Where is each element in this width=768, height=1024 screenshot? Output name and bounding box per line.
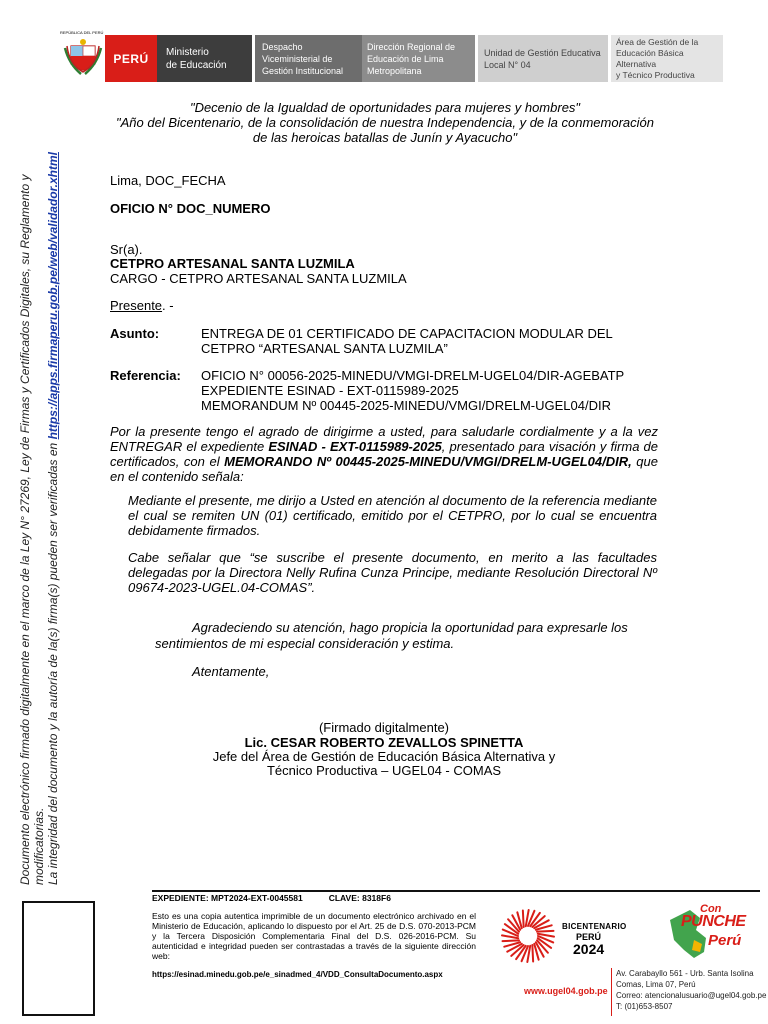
address-line-3: Correo: atencionalusuario@ugel04.gob.pe xyxy=(616,991,767,1000)
direccion-line-2: Educación de Lima xyxy=(367,53,444,64)
qr-corner-tl xyxy=(22,901,34,913)
recipient-name: CETPRO ARTESANAL SANTA LUZMILA xyxy=(110,256,355,271)
direccion-block xyxy=(362,35,475,82)
asunto-label: Asunto: xyxy=(110,326,160,341)
footer-divider xyxy=(152,890,760,892)
presente xyxy=(110,298,174,313)
ugel-line-1: Unidad de Gestión Educativa xyxy=(484,47,601,58)
address-separator xyxy=(611,968,612,1016)
sidebar-line-1: Documento electrónico firmado digitalmente en el marco de la Ley N° 27269, Ley de Firmas y Certificados Digitales, su Reglamento y xyxy=(18,174,32,885)
address-line-1: Av. Carabayllo 561 - Urb. Santa Isolina xyxy=(616,969,754,978)
ugel-line-2: Local N° 04 xyxy=(484,59,531,70)
clave: CLAVE: 8318F6 xyxy=(328,893,391,903)
quote-paragraph-2: Cabe señalar que “se suscribe el presente documento, en merito a las facultades delegadas por la Directora Nelly Rufina Cunza Principe, mediante Resolución Directoral Nº 09674-2023-UGEL.04-COMAS”. xyxy=(128,550,657,595)
ministerio-line-1: Ministerio xyxy=(166,46,209,58)
expediente-number: EXPEDIENTE: MPT2024-EXT-0045581 xyxy=(152,893,303,903)
p1-text-e: que en el contenido señala: xyxy=(110,454,658,484)
bicentenario-logo-icon xyxy=(498,906,628,966)
sun-ray xyxy=(503,940,519,941)
decade-heading xyxy=(100,100,670,145)
bicentenario-peru: PERÚ xyxy=(576,932,602,942)
expediente-line xyxy=(152,893,391,903)
qr-corner-br xyxy=(83,1004,95,1016)
decade-line-2: "Año del Bicentenario, de la consolidación de nuestra Independencia, y de la conmemoración xyxy=(116,115,654,130)
presente-suffix: . - xyxy=(162,298,174,313)
despacho-block xyxy=(255,35,363,82)
authenticity-text: Esto es una copia autentica imprimible de un documento electrónico archivado en el Ministerio de Educación, aplicando lo dispuesto por el Art. 25 de D.S. 070-2013-PCM y la Tercera Disposición Complementaria Final del D.S. 026-2016-PCM. Su autenticidad e integridad pueden ser contrastadas a través de la siguiente dirección web: xyxy=(152,911,476,961)
crest-caption: REPÚBLICA DEL PERÚ xyxy=(60,30,104,35)
address-block xyxy=(616,968,766,1012)
closing: Atentamente, xyxy=(192,664,270,679)
p1-text-a: Por la presente tengo el agrado de dirigirme a usted, para saludarle cordialmente y a la vez ENTREGAR el expediente xyxy=(110,424,658,454)
p1-memorando: MEMORANDO Nº 00445-2025-MINEDU/VMGI/DRELM-UGEL04/DIR, xyxy=(224,454,632,469)
coat-of-arms-icon xyxy=(63,34,103,82)
signer-name: Lic. CESAR ROBERTO ZEVALLOS SPINETTA xyxy=(244,735,524,750)
peru-brand xyxy=(105,35,157,82)
sun-ray xyxy=(532,945,533,961)
ugel-block xyxy=(478,35,608,82)
punche-word: PUNCHE xyxy=(681,913,746,930)
recipient-cargo: CARGO - CETPRO ARTESANAL SANTA LUZMILA xyxy=(110,271,407,286)
validator-link[interactable]: https://apps.firmaperu.gob.pe/web/validador.xhtml xyxy=(46,152,60,440)
sidebar-line-2: modificatorias. xyxy=(32,807,46,885)
ministerio-block xyxy=(157,35,252,82)
despacho-line-2: Viceministerial de xyxy=(262,53,333,64)
punche-peru: Perú xyxy=(708,932,742,949)
address-line-2: Comas, Lima 07, Perú xyxy=(616,980,696,989)
asunto-line-2: CETPRO “ARTESANAL SANTA LUZMILA” xyxy=(201,341,448,356)
peru-label: PERÚ xyxy=(113,51,149,66)
thanks-line-2: sentimientos de mi especial consideración y estima. xyxy=(155,636,455,651)
qr-code-frame xyxy=(22,901,95,1016)
salutation: Sr(a). xyxy=(110,242,143,257)
address-line-4: T: (01)653-8507 xyxy=(616,1002,673,1011)
referencia-line-2: EXPEDIENTE ESINAD - EXT-0115989-2025 xyxy=(201,383,459,398)
oficio-number: OFICIO N° DOC_NUMERO xyxy=(110,201,271,216)
bicentenario-label: BICENTENARIO xyxy=(562,922,627,931)
presente-word: Presente xyxy=(110,298,163,313)
area-block xyxy=(611,35,723,82)
decade-line-3: de las heroicas batallas de Junín y Ayacucho" xyxy=(252,130,518,145)
sun-ray xyxy=(523,911,524,927)
sidebar-line-3-text: La integridad del documento y la autoría de la(s) firma(s) pueden ser verificadas en xyxy=(46,439,60,885)
p1-esinad: ESINAD - EXT-0115989-2025 xyxy=(268,439,442,454)
signer-role-line-2: Técnico Productiva – UGEL04 - COMAS xyxy=(266,763,502,778)
thanks-line-1: Agradeciendo su atención, hago propicia la oportunidad para expresarle los xyxy=(192,620,628,635)
ugel-website[interactable]: www.ugel04.gob.pe xyxy=(524,986,608,996)
area-line-3: y Técnico Productiva xyxy=(616,69,695,80)
signer-role-line-1: Jefe del Área de Gestión de Educación Básica Alternativa y xyxy=(212,749,556,764)
ministerio-line-2: de Educación xyxy=(166,59,227,71)
body-paragraph xyxy=(110,424,658,484)
referencia-line-3: MEMORANDUM Nº 00445-2025-MINEDU/VMGI/DRELM-UGEL04/DIR xyxy=(201,398,612,413)
despacho-line-3: Gestión Institucional xyxy=(262,65,344,76)
sidebar-line-3 xyxy=(46,15,60,885)
quote-paragraph-1: Mediante el presente, me dirijo a Usted en atención al documento de la referencia mediante el cual se remiten UN (01) certificado, emitido por el CETPRO, por lo cual se encuentra debidamente firmados. xyxy=(128,493,657,538)
asunto-line-1: ENTREGA DE 01 CERTIFICADO DE CAPACITACION MODULAR DEL xyxy=(201,326,613,341)
area-line-2: Educación Básica Alternativa xyxy=(616,47,684,69)
referencia-line-1: OFICIO N° 00056-2025-MINEDU/VMGI-DRELM-UGEL04/DIR-AGEBATP xyxy=(201,368,625,383)
direccion-line-3: Metropolitana xyxy=(367,65,422,76)
decade-line-1: "Decenio de la Igualdad de oportunidades para mujeres y hombres" xyxy=(189,100,581,115)
verification-link[interactable]: https://esinad.minedu.gob.pe/e_sinadmed_4/VDD_ConsultaDocumento.aspx xyxy=(152,970,443,979)
p1-text-c: , presentado para visación y firma de certificados, con el xyxy=(110,439,658,469)
bicentenario-year: 2024 xyxy=(573,941,605,957)
place-date: Lima, DOC_FECHA xyxy=(110,173,226,188)
punche-con: Con xyxy=(700,903,722,915)
despacho-line-1: Despacho xyxy=(262,41,303,52)
direccion-line-1: Dirección Regional de xyxy=(367,41,456,52)
sun-ray xyxy=(537,931,553,932)
signed-digitally: (Firmado digitalmente) xyxy=(318,720,450,735)
digital-signature-notice xyxy=(18,15,60,885)
area-line-1: Área de Gestión de la xyxy=(616,36,699,47)
referencia-label: Referencia: xyxy=(110,368,181,383)
